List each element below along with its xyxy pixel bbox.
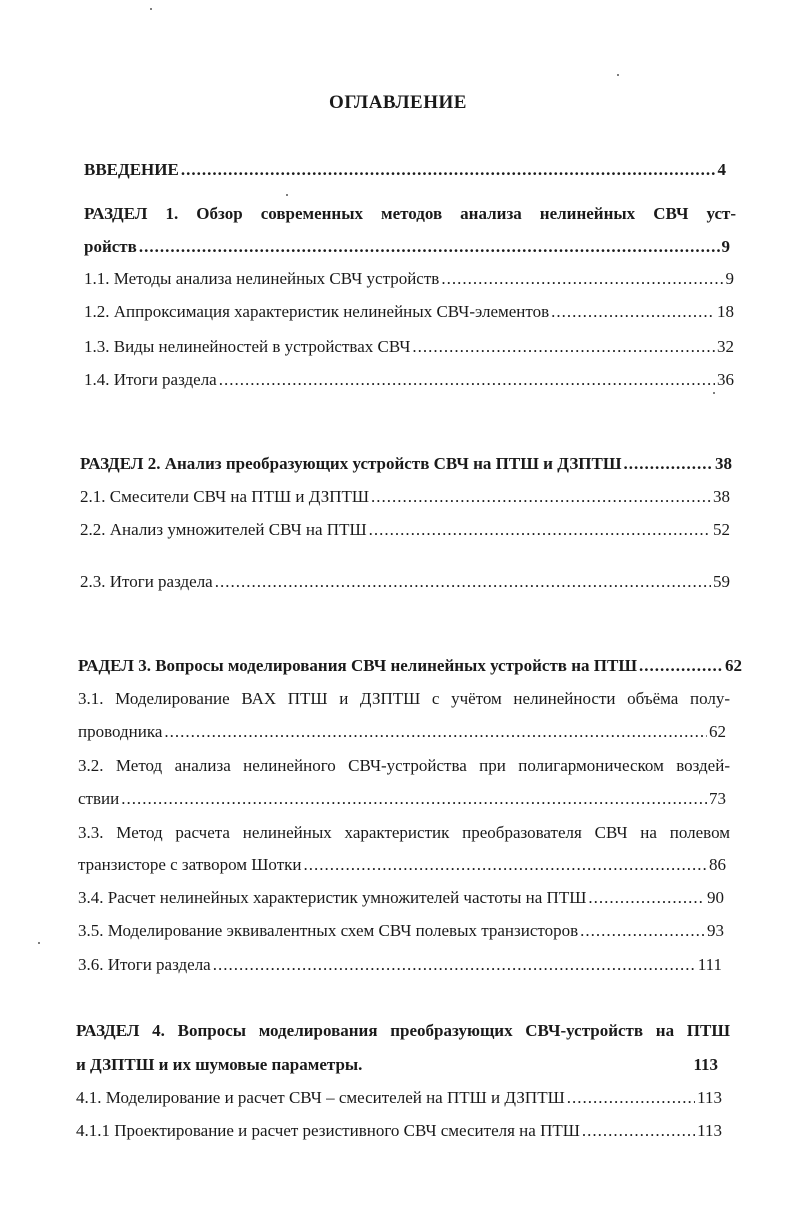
toc-entry-page: 4: [717, 160, 726, 179]
toc-entry-page: 36: [717, 370, 734, 389]
toc-entry-label: ствии: [78, 789, 120, 808]
leader-dots: [164, 721, 707, 743]
toc-entry-label: 4.1. Моделирование и расчет СВЧ – смесителей на ПТШ и ДЗПТШ: [76, 1088, 565, 1107]
leader-dots: [580, 920, 705, 942]
toc-entry-4-1: [76, 1087, 722, 1109]
toc-entry-page: 113: [697, 1088, 722, 1107]
toc-entry-label: 1.2. Аппроксимация характеристик нелинейных СВЧ-элементов: [84, 302, 550, 321]
toc-entry-page: 18: [717, 302, 734, 321]
leader-dots: [215, 571, 711, 593]
toc-entry-label: 2.1. Смесители СВЧ на ПТШ и ДЗПТШ: [80, 487, 370, 506]
toc-entry-page: 93: [707, 921, 724, 940]
toc-entry-page: 73: [709, 789, 726, 808]
toc-entry-label: и ДЗПТШ и их шумовые параметры.: [76, 1055, 363, 1074]
toc-entry-page: 113: [697, 1121, 722, 1140]
toc-entry-page: 38: [713, 487, 730, 506]
toc-entry-3-4: [78, 887, 724, 909]
toc-entry-page: 86: [709, 855, 726, 874]
toc-entry-3-1-line2: [78, 721, 726, 743]
toc-entry-label: ройств: [84, 237, 137, 256]
toc-entry-page: 111: [697, 955, 722, 974]
toc-entry-1-3: [84, 336, 734, 358]
leader-dots: [412, 336, 715, 358]
leader-dots: [551, 301, 715, 323]
toc-entry-label: 1.1. Методы анализа нелинейных СВЧ устройств: [84, 269, 440, 288]
toc-entry-page: 62: [709, 722, 726, 741]
toc-entry-page: 32: [717, 337, 734, 356]
section-3-heading: [78, 655, 742, 677]
toc-entry-label: 4.1.1 Проектирование и расчет резистивного СВЧ смесителя на ПТШ: [76, 1121, 580, 1140]
toc-entry-label: транзисторе с затвором Шотки: [78, 855, 302, 874]
toc-entry-2-2: [80, 519, 730, 541]
toc-entry-3-3-line1: 3.3. Метод расчета нелинейных характеристик преобразователя СВЧ на полевом: [78, 823, 730, 842]
leader-dots: [213, 954, 696, 976]
toc-entry-page: 52: [713, 520, 730, 539]
leader-dots: [371, 486, 711, 508]
section-4-heading-line2: [76, 1054, 718, 1076]
toc-entry-label: РАЗДЕЛ 2. Анализ преобразующих устройств СВЧ на ПТШ и ДЗПТШ: [80, 454, 622, 473]
toc-entry-page: 59: [713, 572, 730, 591]
toc-entry-2-1: [80, 486, 730, 508]
toc-entry-4-1-1: [76, 1120, 722, 1142]
leader-dots: [219, 369, 715, 391]
toc-entry-3-3-line2: [78, 854, 726, 876]
leader-dots: [582, 1120, 695, 1142]
toc-entry-label: 1.3. Виды нелинейностей в устройствах СВЧ: [84, 337, 411, 356]
leader-dots: [139, 236, 720, 258]
toc-entry-label: ВВЕДЕНИЕ: [84, 160, 179, 179]
toc-entry-page: 9: [725, 269, 734, 288]
section-1-heading-line1: РАЗДЕЛ 1. Обзор современных методов анализа нелинейных СВЧ уст-: [84, 204, 736, 223]
leader-dots: [181, 159, 716, 181]
section-4-heading-line1: РАЗДЕЛ 4. Вопросы моделирования преобразующих СВЧ-устройств на ПТШ: [76, 1021, 730, 1040]
leader-dots: [369, 519, 711, 541]
toc-entry-page: 90: [707, 888, 724, 907]
leader-dots: [121, 788, 707, 810]
toc-entry-3-2-line1: 3.2. Метод анализа нелинейного СВЧ-устройства при полигармоническом воздей-: [78, 756, 730, 775]
toc-entry-intro: [84, 159, 726, 181]
leader-dots: [588, 887, 705, 909]
toc-entry-label: 2.3. Итоги раздела: [80, 572, 213, 591]
page-title: ОГЛАВЛЕНИЕ: [329, 92, 467, 113]
scan-speck: [713, 392, 715, 394]
leader-dots: [441, 268, 723, 290]
toc-entry-1-1: [84, 268, 734, 290]
toc-entry-3-6: [78, 954, 722, 976]
toc-entry-label: РАДЕЛ 3. Вопросы моделирования СВЧ нелинейных устройств на ПТШ: [78, 656, 638, 675]
leader-dots: [639, 655, 723, 677]
toc-entry-1-4: [84, 369, 734, 391]
toc-entry-1-2: [84, 301, 734, 323]
toc-entry-2-3: [80, 571, 730, 593]
toc-entry-page: 9: [721, 237, 730, 256]
toc-entry-label: проводника: [78, 722, 163, 741]
toc-entry-3-2-line2: [78, 788, 726, 810]
toc-entry-page: 38: [715, 454, 732, 473]
toc-entry-label: 3.6. Итоги раздела: [78, 955, 211, 974]
toc-entry-3-5: [78, 920, 724, 942]
section-2-heading: [80, 453, 732, 475]
scan-speck: [286, 194, 288, 196]
leader-dots: [567, 1087, 695, 1109]
leader-dots: [624, 453, 713, 475]
toc-entry-3-1-line1: 3.1. Моделирование ВАХ ПТШ и ДЗПТШ с учётом нелинейности объёма полу-: [78, 689, 730, 708]
leader-dots: [304, 854, 708, 876]
toc-entry-label: 3.4. Расчет нелинейных характеристик умножителей частоты на ПТШ: [78, 888, 587, 907]
toc-entry-label: 2.2. Анализ умножителей СВЧ на ПТШ: [80, 520, 367, 539]
toc-entry-page: 113: [693, 1055, 718, 1074]
toc-entry-page: 62: [725, 656, 742, 675]
scan-speck: [150, 8, 152, 10]
scan-speck: [38, 942, 40, 944]
scan-speck: [617, 74, 619, 76]
section-1-heading-line2: [84, 236, 730, 258]
toc-entry-label: 1.4. Итоги раздела: [84, 370, 217, 389]
toc-entry-label: 3.5. Моделирование эквивалентных схем СВЧ полевых транзисторов: [78, 921, 579, 940]
